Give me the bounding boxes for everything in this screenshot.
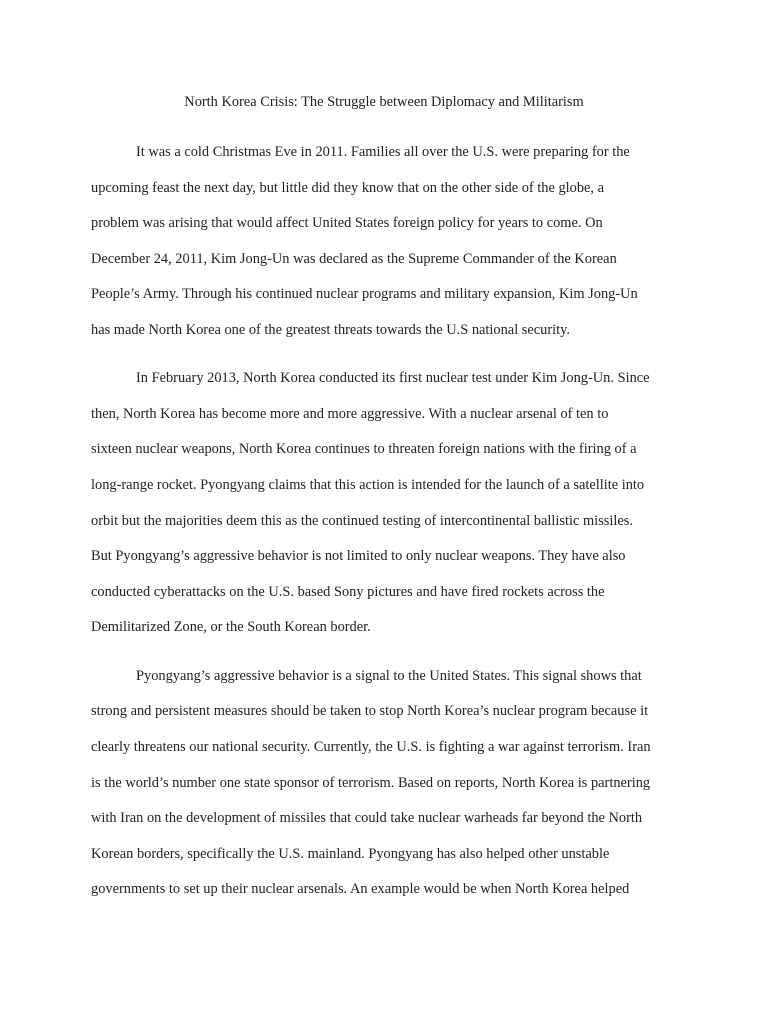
paragraph-2-line-5: orbit but the majorities deem this as the continued testing of intercontinental ballistic missiles. bbox=[91, 513, 633, 529]
paragraph-3-line-2: strong and persistent measures should be taken to stop North Korea’s nuclear program because it bbox=[91, 703, 649, 719]
paragraph-2-line-6: But Pyongyang’s aggressive behavior is not limited to only nuclear weapons. They have also bbox=[91, 548, 626, 564]
paragraph-1-line-3: problem was arising that would affect United States foreign policy for years to come. On bbox=[91, 215, 603, 231]
paragraph-2-line-3: sixteen nuclear weapons, North Korea continues to threaten foreign nations with the firing of a bbox=[91, 441, 637, 457]
paragraph-1-line-5: People’s Army. Through his continued nuclear programs and military expansion, Kim Jong-Un bbox=[91, 286, 638, 302]
paragraph-2-line-4: long-range rocket. Pyongyang claims that this action is intended for the launch of a satellite into bbox=[91, 477, 645, 493]
paragraph-1-line-2: upcoming feast the next day, but little did they know that on the other side of the globe, a bbox=[91, 180, 605, 196]
paragraph-3-line-1: Pyongyang’s aggressive behavior is a signal to the United States. This signal shows that bbox=[136, 668, 642, 684]
paragraph-2-line-8: Demilitarized Zone, or the South Korean border. bbox=[91, 619, 371, 635]
paragraph-3-line-6: Korean borders, specifically the U.S. mainland. Pyongyang has also helped other unstable bbox=[91, 846, 610, 862]
paragraph-2-line-1: In February 2013, North Korea conducted its first nuclear test under Kim Jong-Un. Since bbox=[136, 370, 650, 386]
paragraph-2-line-2: then, North Korea has become more and more aggressive. With a nuclear arsenal of ten to bbox=[91, 406, 609, 422]
paragraph-3-line-5: with Iran on the development of missiles that could take nuclear warheads far beyond the North bbox=[91, 810, 643, 826]
paragraph-3-line-4: is the world’s number one state sponsor of terrorism. Based on reports, North Korea is partnering bbox=[91, 775, 651, 791]
paragraph-1-line-4: December 24, 2011, Kim Jong-Un was declared as the Supreme Commander of the Korean bbox=[91, 251, 617, 267]
document-title: North Korea Crisis: The Struggle between Diplomacy and Militarism bbox=[184, 94, 584, 110]
paragraph-1-line-6: has made North Korea one of the greatest threats towards the U.S national security. bbox=[91, 322, 571, 338]
paragraph-2-line-7: conducted cyberattacks on the U.S. based Sony pictures and have fired rockets across the bbox=[91, 584, 605, 600]
paragraph-1-line-1: It was a cold Christmas Eve in 2011. Families all over the U.S. were preparing for the bbox=[136, 144, 630, 160]
paragraph-3-line-3: clearly threatens our national security. Currently, the U.S. is fighting a war against terrorism. Iran bbox=[91, 739, 651, 755]
paragraph-3-line-7: governments to set up their nuclear arsenals. An example would be when North Korea helped bbox=[91, 881, 630, 897]
